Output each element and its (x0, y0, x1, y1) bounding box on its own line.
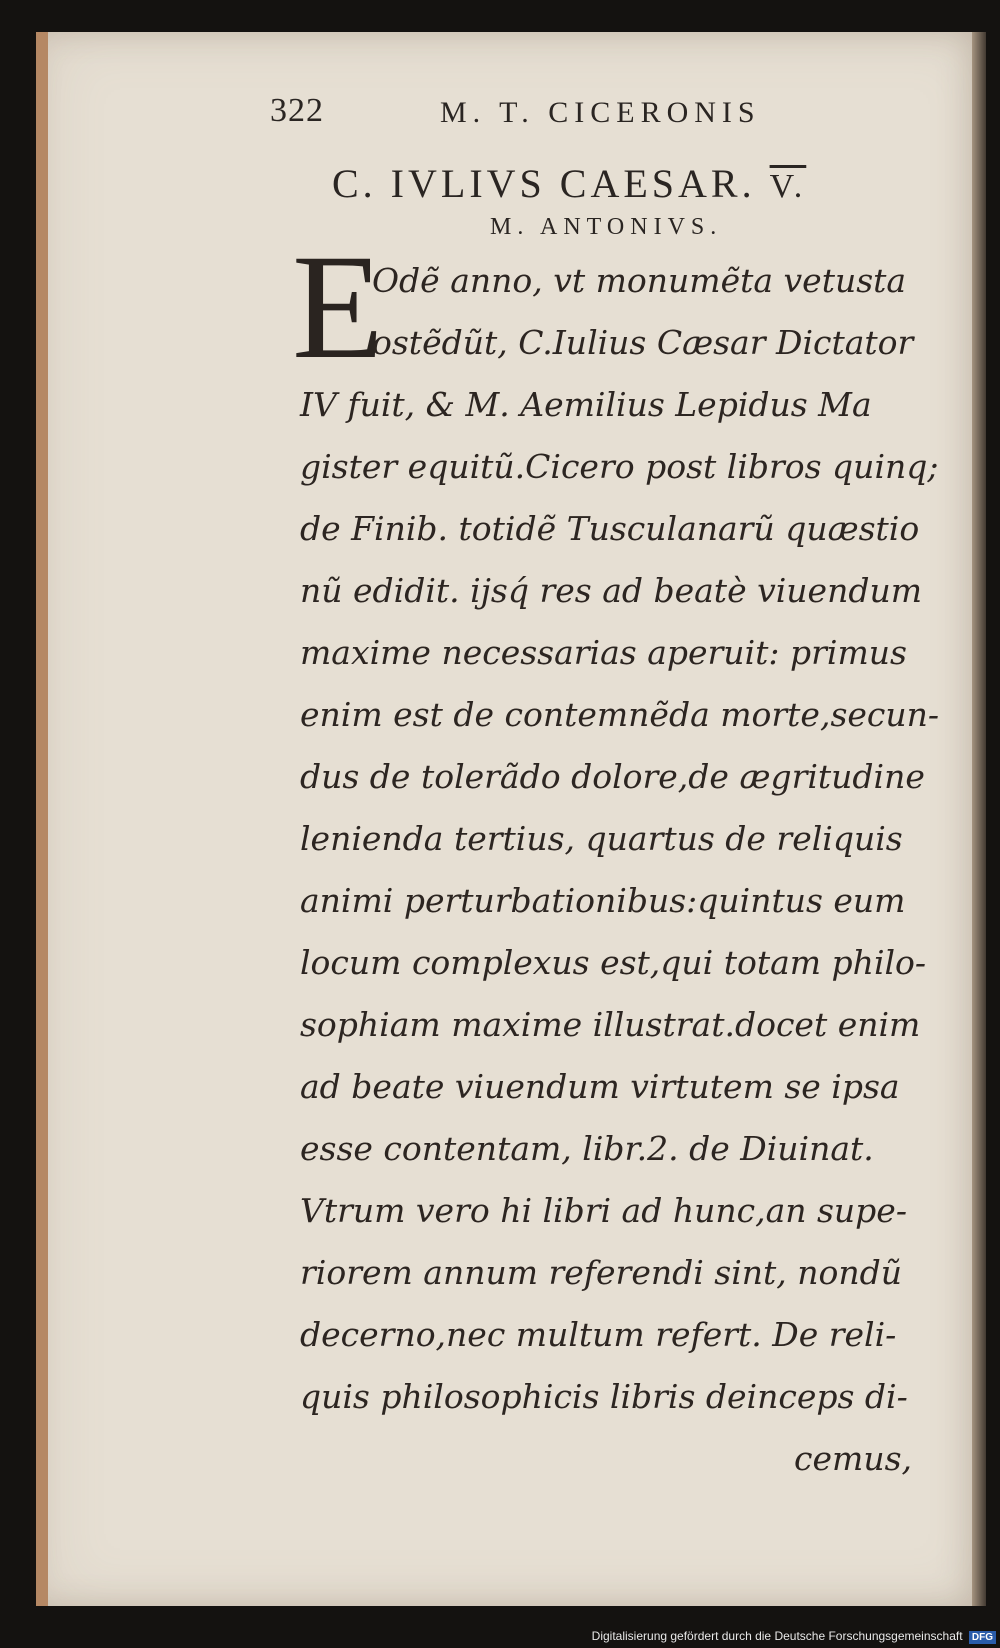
text-line: IV fuit, & M. Aemilius Lepidus Ma (300, 385, 872, 424)
digitization-footer (592, 1629, 996, 1644)
page-gutter (972, 32, 986, 1606)
text-line: sophiam maxime illustrat.docet enim (300, 1005, 921, 1044)
body-text (300, 250, 940, 1490)
text-line: maxime necessarias aperuit: primus (300, 633, 907, 672)
text-line: ad beate viuendum virtutem se ipsa (300, 1067, 900, 1106)
text-line: lenienda tertius, quartus de reliquis (300, 819, 903, 858)
section-title-main: C. IVLIVS CAESAR. (332, 161, 756, 206)
text-line: decerno,nec multum refert. De reli- (300, 1315, 897, 1354)
text-line: ostẽdũt, C.Iulius Cæsar Dictator (372, 323, 914, 362)
text-line: animi perturbationibus:quintus eum (300, 881, 906, 920)
catchword: cemus, (794, 1439, 912, 1478)
text-line: enim est de contemnẽda morte,secun- (300, 695, 940, 734)
text-line: Odẽ anno, vt monumẽta vetusta (372, 261, 907, 300)
text-line: dus de tolerãdo dolore,de ægritudine (300, 757, 925, 796)
section-title (332, 160, 892, 207)
text-line: locum complexus est,qui totam philo- (300, 943, 927, 982)
text-line: quis philosophicis libris deinceps di- (300, 1377, 908, 1416)
section-subtitle: M. ANTONIVS. (490, 214, 723, 240)
text-line: nũ edidit. ijsq́ res ad beatè viuendum (300, 571, 922, 610)
text-line: Vtrum vero hi libri ad hunc,an supe- (300, 1191, 907, 1230)
text-line: esse contentam, libr.2. de Diuinat. (300, 1129, 874, 1168)
running-head: M. T. CICERONIS (440, 96, 761, 129)
footer-text: Digitalisierung gefördert durch die Deutsche Forschungsgemeinschaft (591, 1629, 963, 1643)
page-header (270, 82, 830, 132)
dfg-logo: DFG (969, 1631, 996, 1644)
page-number: 322 (270, 92, 324, 129)
text-line: riorem annum referendi sint, nondũ (300, 1253, 903, 1292)
text-line: gister equitũ.Cicero post libros quinq; (300, 447, 939, 486)
text-line: de Finib. totidẽ Tusculanarũ quæstio (300, 509, 920, 548)
section-title-numeral: V. (769, 168, 807, 205)
drop-cap: E (292, 224, 384, 390)
